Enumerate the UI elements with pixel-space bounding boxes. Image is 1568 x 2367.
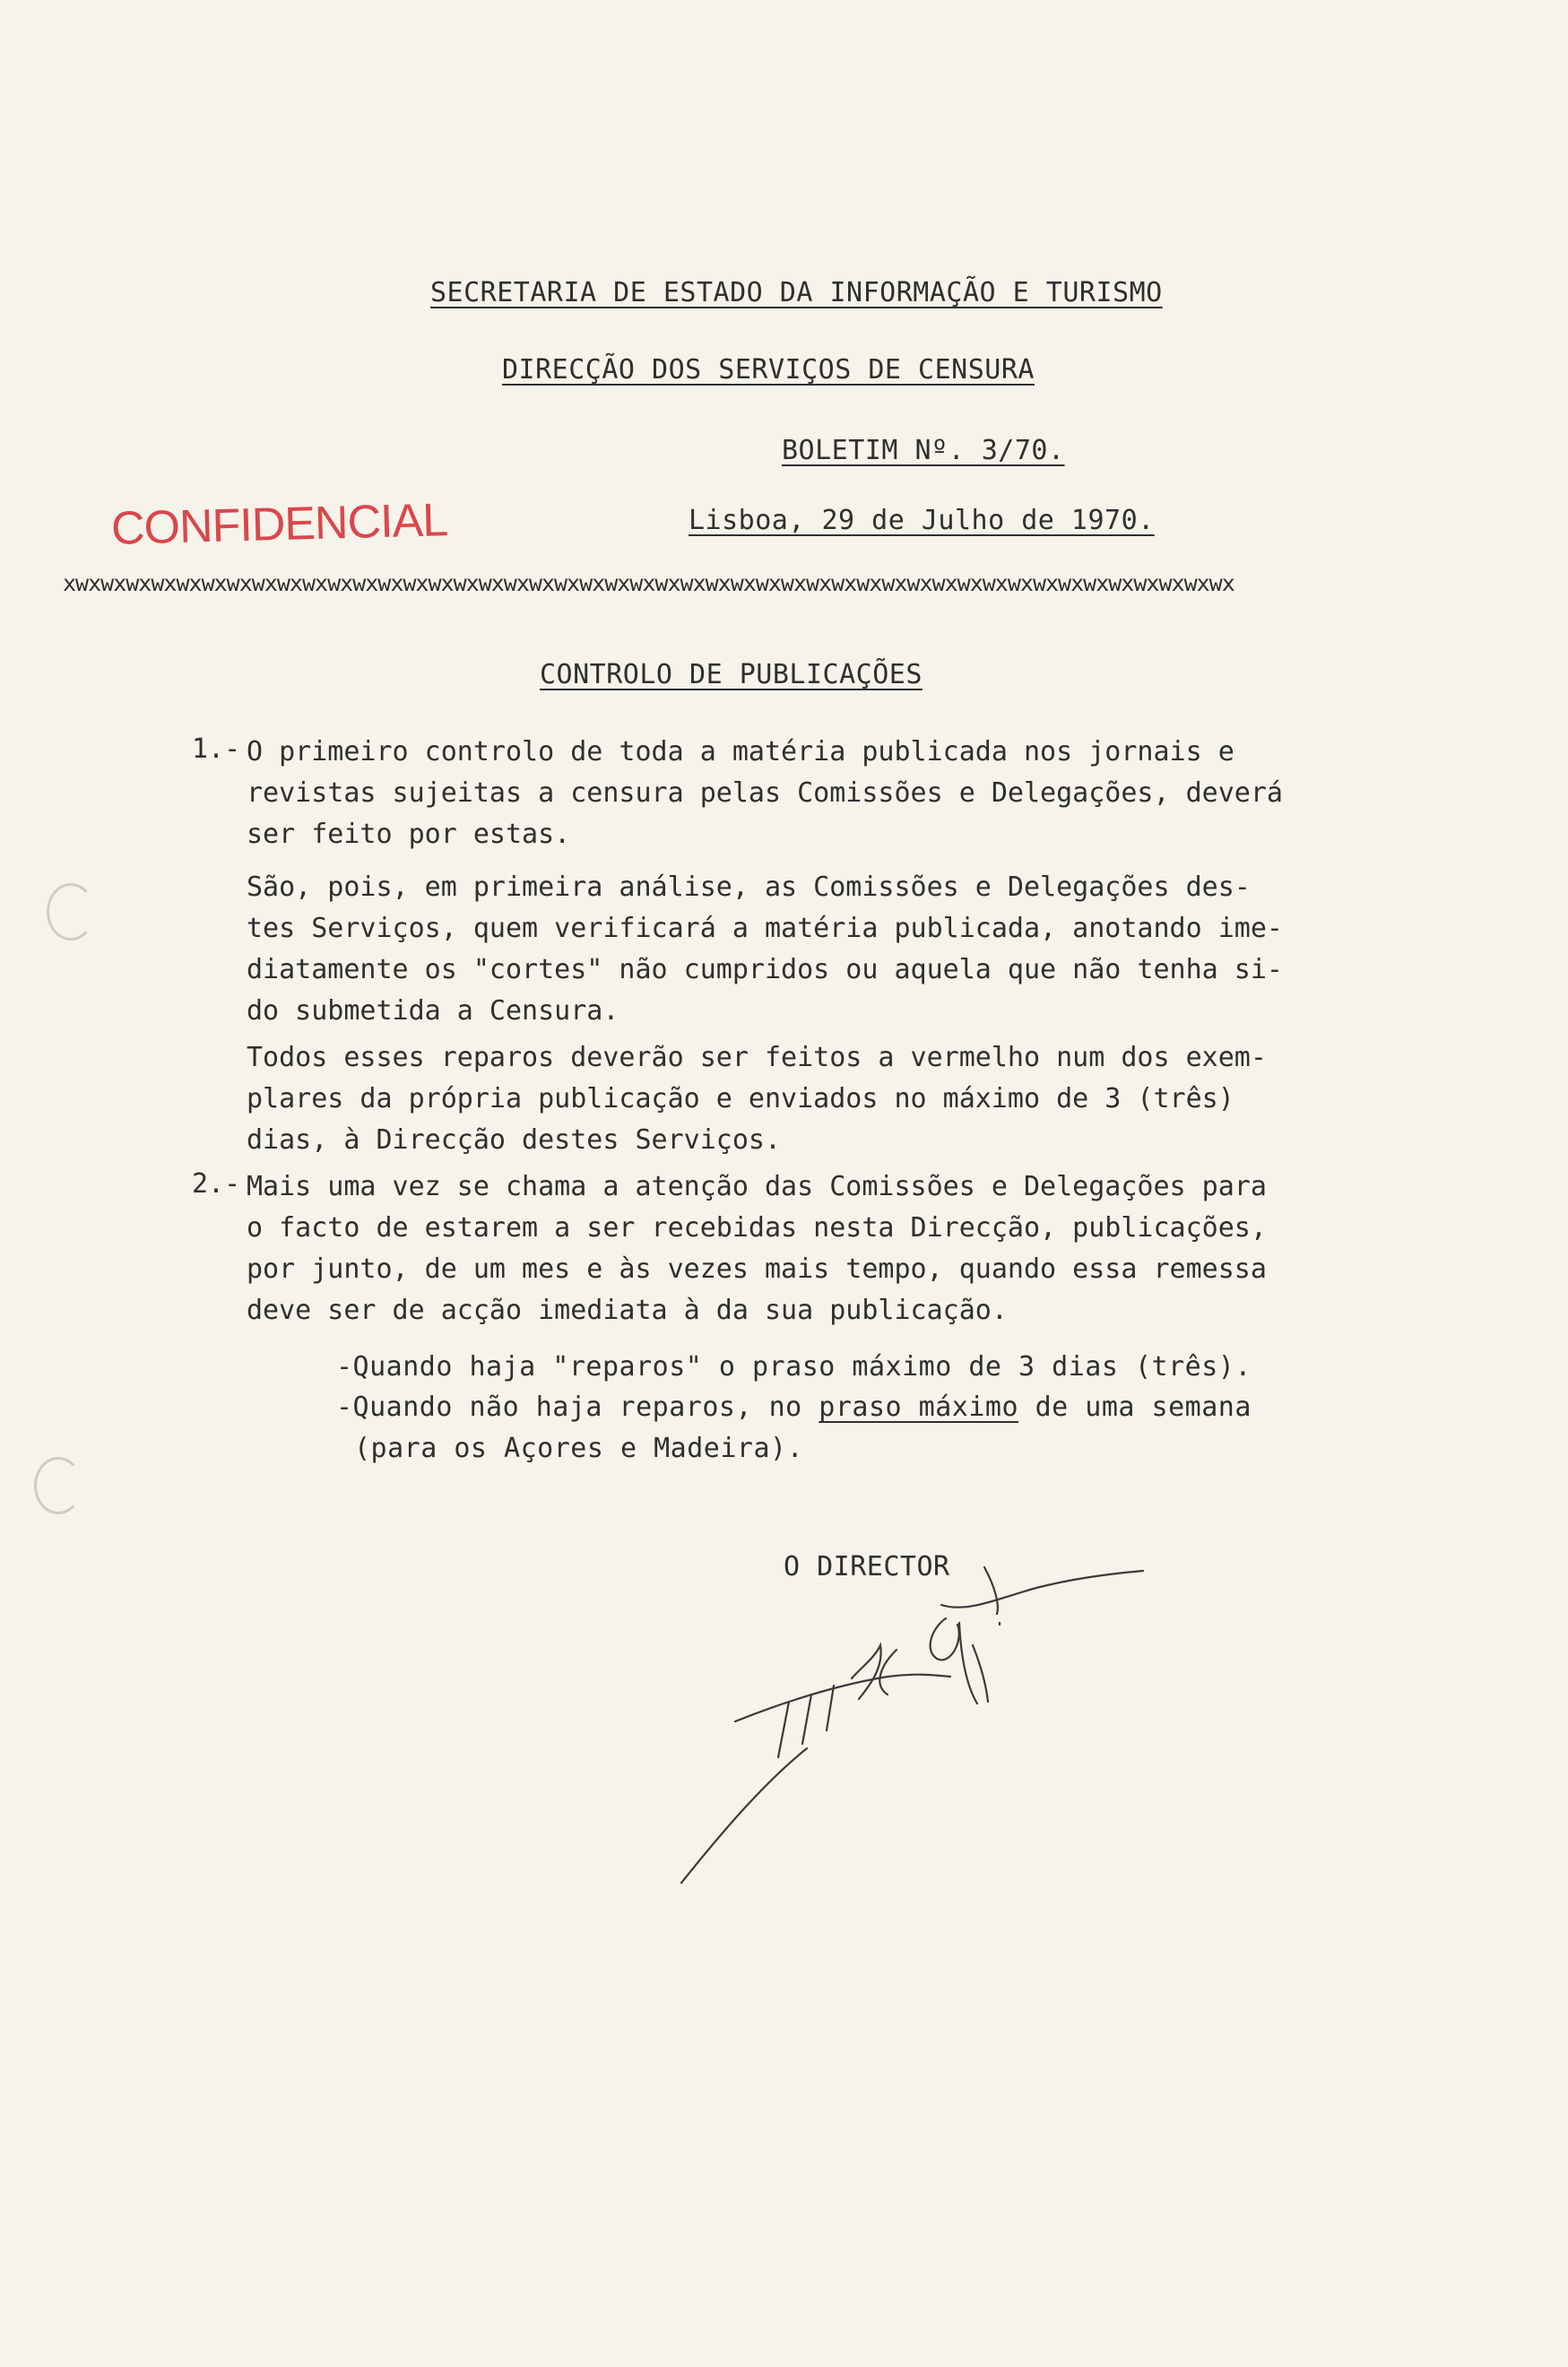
punch-hole-top	[47, 883, 95, 941]
subitem-b	[336, 1387, 1252, 1428]
item-2-paragraph-1: Mais uma vez se chama a atenção das Comissões e Delegações para o facto de estarem a ser recebidas nesta Direcção, publicações, por junto, de um mes e às vezes mais tempo, quando essa remessa deve ser de acção imediata à da sua publicação.	[247, 1171, 1267, 1326]
subitem-a: -Quando haja "reparos" o praso máximo de 3 dias (três).	[336, 1351, 1252, 1383]
bulletin-number: BOLETIM Nº. 3/70.	[782, 435, 1065, 466]
header-line2: DIRECÇÃO DOS SERVIÇOS DE CENSURA	[502, 354, 1035, 386]
item-2-number: 2.-	[192, 1168, 241, 1200]
item-1-paragraph-2: São, pois, em primeira análise, as Comissões e Delegações des- tes Serviços, quem verificará a matéria publicada, anotando ime- diatamente os "cortes" não cumpridos ou aquela que não tenha si- do submetida a Censura.	[247, 871, 1283, 1027]
item-1-paragraph-1: O primeiro controlo de toda a matéria publicada nos jornais e revistas sujeitas a censura pelas Comissões e Delegações, deverá ser feito por estas.	[247, 736, 1283, 850]
signature-title: O DIRECTOR	[784, 1551, 950, 1582]
subitem-b-underlined: praso máximo	[819, 1392, 1019, 1423]
header-line1: SECRETARIA DE ESTADO DA INFORMAÇÃO E TURISMO	[430, 277, 1163, 308]
punch-hole-bottom	[34, 1457, 82, 1514]
document-title: CONTROLO DE PUBLICAÇÕES	[540, 659, 923, 690]
separator-line: xwxwxwxwxwxwxwxwxwxwxwxwxwxwxwxwxwxwxwxwxwxwxwxwxwxwxwxwxwxwxwxwxwxwxwxwxwxwxwxwxwxwxwxwxwxwx	[63, 570, 1234, 596]
item-1-number: 1.-	[192, 733, 241, 765]
place-date: Lisboa, 29 de Julho de 1970.	[689, 505, 1155, 536]
subitem-b-pre: -Quando não haja reparos, no	[336, 1392, 819, 1423]
subitem-b-post: de uma semana	[1018, 1392, 1252, 1423]
item-1-paragraph-3: Todos esses reparos deverão ser feitos a vermelho num dos exem- plares da própria publicação e enviados no máximo de 3 (três) dias, à Direcção destes Serviços.	[247, 1042, 1267, 1156]
confidential-stamp: CONFIDENCIAL	[110, 494, 448, 555]
subitem-b-line2: (para os Açores e Madeira).	[354, 1433, 804, 1464]
